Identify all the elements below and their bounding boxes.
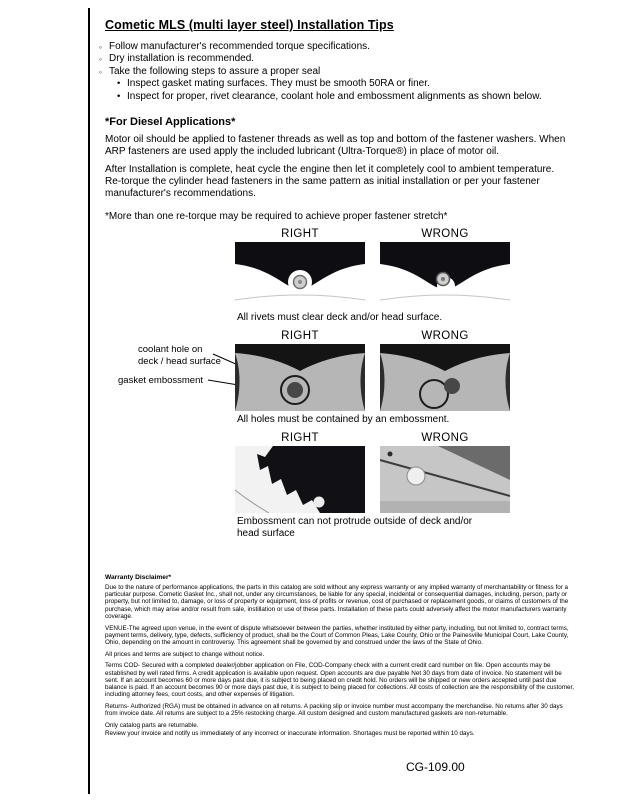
list-item — [99, 66, 589, 78]
bullet-text: Dry installation is recommended. — [109, 53, 255, 65]
right-column-label: RIGHT — [281, 228, 319, 240]
right-column-label: RIGHT — [281, 330, 319, 342]
coolant-hole-right-photo — [235, 344, 365, 411]
disclaimer-heading: Warranty Disclaimer* — [105, 574, 172, 581]
disclaimer-paragraph: VENUE-The agreed upon venue, in the event of dispute whatsoever between the parties, whether instituted by either party, including, but not limited to, contract terms, payment terms, delivery, type, defects, sufficiency of product, shall be the Court of Common Pleas, Lake County, Ohio or the Painesville Municipal Court, Lake County, Ohio, depending on the amount in controversy. This agreement shall be governed by and construed under the laws of the State of Ohio. — [105, 624, 569, 646]
disclaimer-paragraph: All prices and terms are subject to change without notice. — [105, 650, 265, 658]
rivet-clearance-wrong-photo — [380, 242, 510, 309]
intro-section — [97, 18, 589, 222]
figure-caption-holes: All holes must be contained by an embossment. — [237, 414, 450, 425]
figure-caption-embossment: Embossment can not protrude outside of deck and/or head surface — [237, 516, 473, 539]
bullet-icon: ◦ — [99, 42, 103, 52]
page-title: Cometic MLS (multi layer steel) Installation Tips — [105, 18, 394, 32]
retorque-note: *More than one re-torque may be required to achieve proper fastener stretch* — [105, 210, 448, 222]
list-item — [117, 91, 589, 103]
disclaimer-paragraph: Review your invoice and notify us immediately of any incorrect or inaccurate information. Shortages must be reported within 10 days. — [105, 729, 475, 737]
bullet-icon: • — [117, 78, 121, 90]
wrong-column-label: WRONG — [421, 432, 469, 444]
rivet-clearance-right-photo — [235, 242, 365, 309]
bullet-icon: • — [117, 90, 121, 102]
list-item — [117, 78, 589, 90]
page-number: CG-109.00 — [406, 760, 465, 774]
embossment-wrong-photo — [380, 446, 510, 513]
bullet-text: Inspect for proper, rivet clearance, coolant hole and embossment alignments as shown below. — [127, 90, 542, 102]
coolant-hole-wrong-photo — [380, 344, 510, 411]
disclaimer-paragraph: Returns- Authorized (RGA) must be obtained in advance on all returns. A packing slip or invoice number must accompany the merchandise. No returns after 30 days from invoice date. All returns are subject to a 25% restocking charge. All custom designed and custom manufactured gaskets are non-returnable. — [105, 702, 563, 718]
right-column-label: RIGHT — [281, 432, 319, 444]
figures-section — [0, 226, 618, 561]
disclaimer-paragraph: Terms COD- Secured with a completed dealer/jobber application on File, COD-Company check with a current credit card number on file. Open accounts may be established by well rated firms. A credit application is available upon request. Open accounts are due payable Net 30 days from date of invoice. No statement will be sent. If an account becomes 60 or more days past due, it is subject to being placed on credit hold. No orders will be shipped or new orders accepted until past due balance is paid. If an account becomes 90 or more days past due, it is subject to being placed for collections. All costs of collection are the responsibility of the customer, including attorney fees, court costs, and other expenses of litigation. — [105, 662, 575, 699]
embossment-right-photo — [235, 446, 365, 513]
figure-caption-rivets: All rivets must clear deck and/or head surface. — [237, 312, 443, 323]
bullet-text: Take the following steps to assure a proper seal — [109, 65, 321, 77]
disclaimer-paragraph: Only catalog parts are returnable. — [105, 721, 199, 729]
list-item — [99, 41, 589, 53]
bullet-icon: ◦ — [99, 54, 103, 65]
bullet-icon: ◦ — [99, 66, 103, 77]
gasket-embossment-label: gasket embossment — [118, 375, 204, 386]
wrong-column-label: WRONG — [421, 228, 469, 240]
wrong-column-label: WRONG — [421, 330, 469, 342]
disclaimer-paragraph: Due to the nature of performance applications, the parts in this catalog are sold without any express warranty or any implied warranty of merchantability or fitness for a particular purpose. Cometic Gasket Inc., shall not, under any circumstances, be liable for any special, incidental or consequential damages, including, person, party or property, but not limited to, damage, or loss of property or equipment, loss of profits or revenue, cost of purchased or replacement goods, or claims of customers of the purchase, which may arise and/or result from sale, instillation or use of these parts. Installation of these parts could adversely affect the motor manufacturers warranty coverage. — [105, 584, 569, 620]
bullet-text: Follow manufacturer's recommended torque specifications. — [109, 41, 370, 52]
list-item — [99, 53, 589, 65]
warranty-disclaimer-section — [105, 574, 577, 742]
diesel-paragraph-1: Motor oil should be applied to fastener threads as well as top and bottom of the fastener washers. When ARP fasteners are used apply the included lubricant (Ultra-Torque®) in place of motor oil. — [105, 134, 566, 157]
diesel-paragraph-2: After Installation is complete, heat cycle the engine then let it completely cool to ambient temperature. Re-torque the cylinder head fasteners in the same pattern as initial installation or per your fastener manufacturer's recommendations. — [105, 164, 555, 199]
diesel-applications-heading: *For Diesel Applications* — [105, 116, 236, 129]
bullet-text: Inspect gasket mating surfaces. They must be smooth 50RA or finer. — [127, 78, 430, 90]
coolant-hole-label: coolant hole on deck / head surface — [138, 344, 221, 367]
